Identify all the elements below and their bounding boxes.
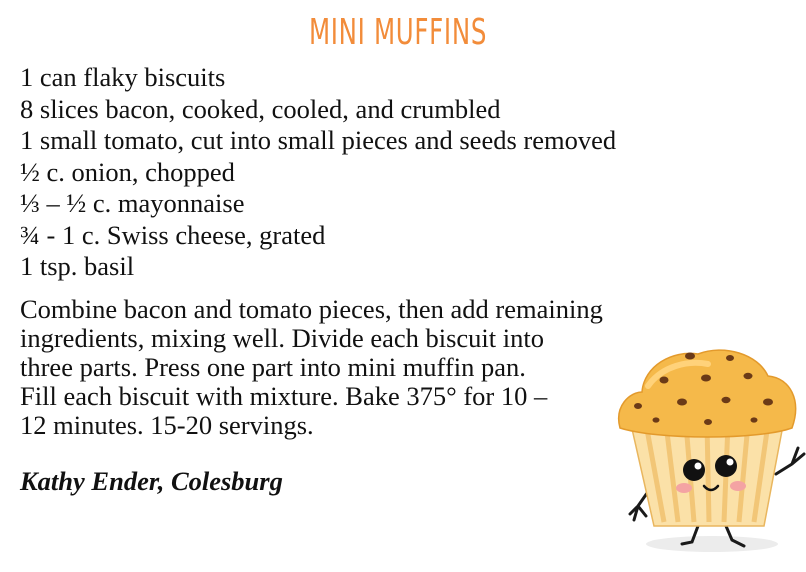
recipe-author: Kathy Ender, Colesburg xyxy=(20,466,283,496)
directions-line: 12 minutes. 15-20 servings. xyxy=(20,410,314,440)
ingredient-item: ⅓ – ½ c. mayonnaise xyxy=(20,188,245,218)
directions-line: ingredients, mixing well. Divide each biscuit into xyxy=(20,323,545,353)
ingredient-item: 1 can flaky biscuits xyxy=(20,62,226,92)
ground-shadow xyxy=(646,536,778,552)
right-arm xyxy=(776,448,804,474)
ingredient-item: 1 small tomato, cut into small pieces and seeds removed xyxy=(20,125,617,155)
recipe-directions xyxy=(20,295,603,440)
right-eye xyxy=(715,455,737,477)
directions-line: Fill each biscuit with mixture. Bake 375° for 10 – xyxy=(20,381,548,411)
ingredient-list xyxy=(20,62,616,283)
ingredient-item: ½ c. onion, chopped xyxy=(20,156,235,187)
ingredient-item: 1 tsp. basil xyxy=(20,251,135,281)
cartoon-muffin-mascot-icon xyxy=(608,336,806,566)
left-eye xyxy=(683,459,705,481)
ingredient-item: ¾ - 1 c. Swiss cheese, grated xyxy=(20,219,326,250)
left-cheek xyxy=(676,483,692,493)
directions-line: Combine bacon and tomato pieces, then add remaining xyxy=(20,294,603,324)
right-cheek xyxy=(730,481,746,491)
recipe-title: MINI MUFFINS xyxy=(308,12,488,53)
directions-line: three parts. Press one part into mini muffin pan. xyxy=(20,352,526,382)
ingredient-item: 8 slices bacon, cooked, cooled, and crumbled xyxy=(20,93,501,124)
